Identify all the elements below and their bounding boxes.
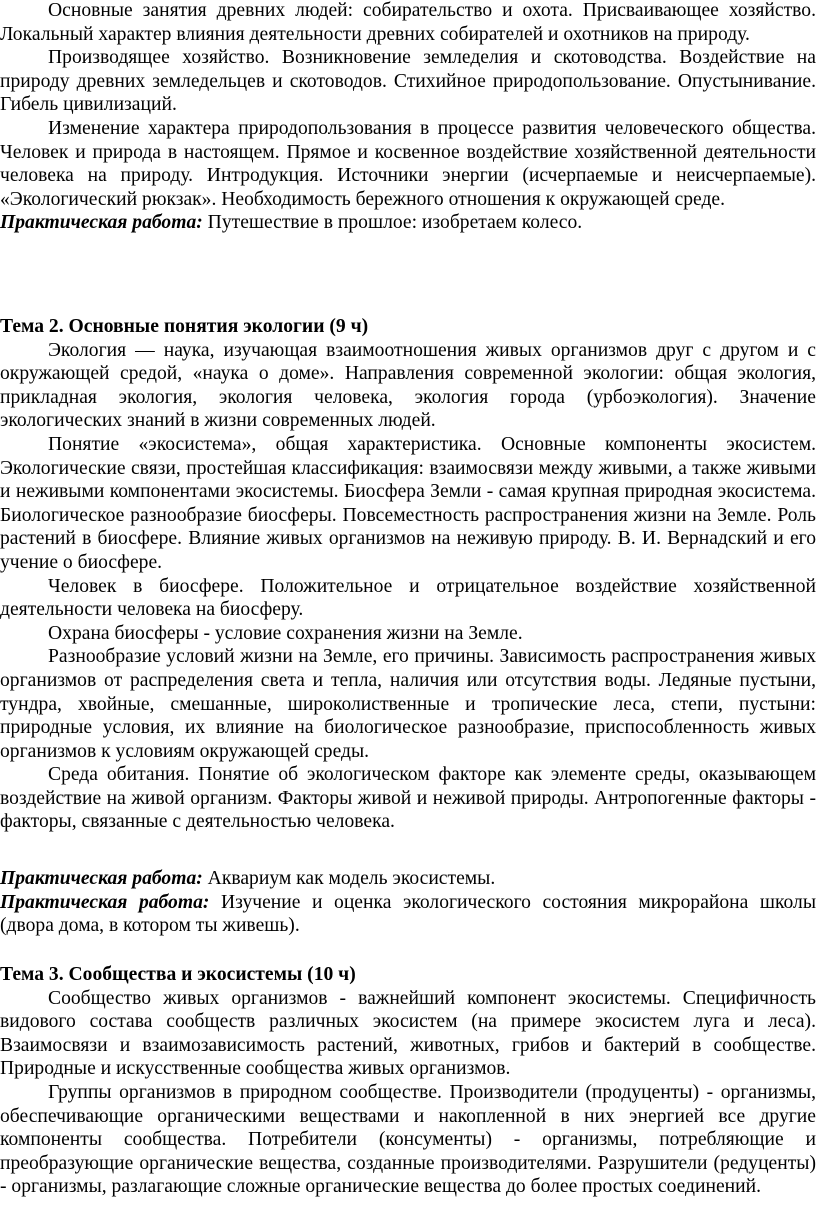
- practice-line: [0, 891, 816, 938]
- paragraph: Изменение характера природопользования в процессе развития человеческого общества. Человек и природа в настоящем. Прямое и косвенное воздействие хозяйственной деятельности человека на природу. Интродукция. Источники энергии (исчерпаемые и неисчерпаемые). «Экологический рюкзак». Необходимость бережного отношения к окружающей среде.: [0, 117, 816, 210]
- paragraph: Производящее хозяйство. Возникновение земледелия и скотоводства. Воздействие на природу древних земледельцев и скотоводов. Стихийное природопользование. Опустынивание. Гибель цивилизаций.: [0, 47, 816, 116]
- topic-heading: Тема 3. Сообщества и экосистемы (10 ч): [0, 964, 356, 985]
- practice-label: Практическая работа:: [0, 212, 203, 234]
- paragraph: Группы организмов в природном сообществе. Производители (продуценты) - организмы, обеспечивающие органическими веществами и накопленной в них энергией все другие компоненты сообщества. Потребители (консументы) - организмы, потребляющие и преобразующие органические вещества, созданные производителями. Разрушители (редуценты) - организмы, разлагающие сложные органические вещества до более простых соединений.: [0, 1081, 816, 1198]
- practice-line: [0, 867, 816, 891]
- paragraph: Экология — наука, изучающая взаимоотношения живых организмов друг с другом и с окружающей средой, «наука о доме». Направления современной экологии: общая экология, прикладная экология, экология человека, экология города (урбоэкология). Значение экологических знаний в жизни современных людей.: [0, 339, 816, 432]
- paragraph: Среда обитания. Понятие об экологическом факторе как элементе среды, оказывающем воздействие на живой организм. Факторы живой и неживой природы. Антропогенные факторы - факторы, связанные с деятельностью человека.: [0, 764, 816, 833]
- practice-label: Практическая работа:: [0, 868, 203, 889]
- paragraph: Разнообразие условий жизни на Земле, его причины. Зависимость распространения живых организмов от распределения света и тепла, наличия или отсутствия воды. Ледяные пустыни, тундра, хвойные, смешанные, широколиственные и тропические леса, степи, пустыни: природные условия, их влияние на биологическое разнообразие, приспособленность живых организмов к условиям окружающей среды.: [0, 646, 816, 762]
- paragraph: Охрана биосферы - условие сохранения жизни на Земле.: [48, 622, 523, 644]
- practice-text: Аквариум как модель экосистемы.: [202, 868, 496, 889]
- topic-heading: Тема 2. Основные понятия экологии (9 ч): [0, 316, 369, 337]
- practice-text: Путешествие в прошлое: изобретаем колесо.: [202, 212, 583, 234]
- topic-3: [0, 963, 816, 1199]
- practice-line: [0, 211, 816, 235]
- practice-text: Изучение и оценка экологического состояния микрорайона школы (двора дома, в котором ты живешь).: [0, 891, 816, 937]
- topic-2-practice: [0, 867, 816, 938]
- paragraph: Основные занятия древних людей: собирательство и охота. Присваивающее хозяйство. Локальный характер влияния деятельности древних собирателей и охотников на природу.: [0, 0, 816, 45]
- paragraph: Понятие «экосистема», общая характеристика. Основные компоненты экосистем. Экологические связи, простейшая классификация: взаимосвязи между живыми, а также живыми и неживыми компонентами экосистемы. Биосфера Земли - самая крупная природная экосистема. Биологическое разнообразие биосферы. Повсеместность распространения жизни на Земле. Роль растений в биосфере. Влияние живых организмов на неживую природу. В. И. Вернадский и его учение о биосфере.: [0, 433, 816, 573]
- paragraph: Человек в биосфере. Положительное и отрицательное воздействие хозяйственной деятельности человека на биосферу.: [0, 575, 816, 621]
- topic-2: [0, 315, 816, 834]
- paragraph: Сообщество живых организмов - важнейший компонент экосистемы. Специфичность видового состава сообществ различных экосистем (на примере экосистем луга и леса). Взаимосвязи и взаимозависимость растений, животных, грибов и бактерий в сообществе. Природные и искусственные сообщества живых организмов.: [0, 987, 816, 1080]
- practice-label: Практическая работа:: [0, 891, 210, 913]
- section-intro: [0, 0, 816, 235]
